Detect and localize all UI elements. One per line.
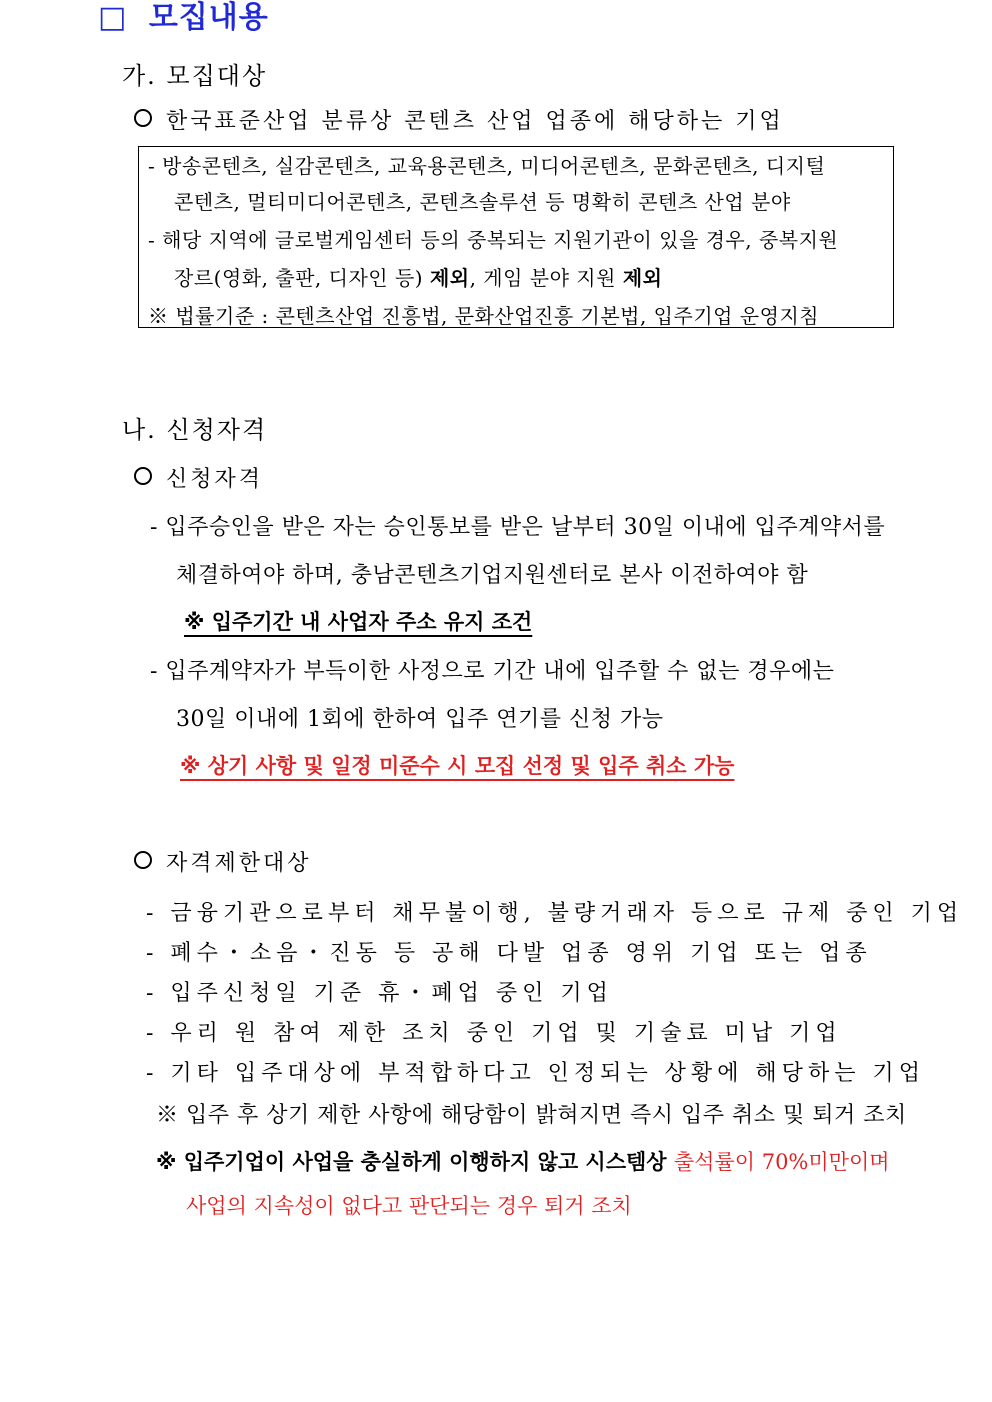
note-immediate-cancel: ※ 입주 후 상기 제한 사항에 해당함이 밝혀지면 즉시 입주 취소 및 퇴거 조치 [156,1103,907,1128]
restriction-item-2: - 폐수・소음・진동 등 공해 다발 업종 영위 기업 또는 업종 [146,941,872,966]
paragraph-2-line-1: - 입주계약자가 부득이한 사정으로 기간 내에 입주할 수 없는 경우에는 [150,659,835,684]
note-attendance [156,1146,890,1176]
circle-bullet-icon [134,109,152,127]
note-address-condition: ※ 입주기간 내 사업자 주소 유지 조건 [184,610,533,634]
restriction-item-1: - 금융기관으로부터 채무불이행, 불량거래자 등으로 규제 중인 기업 [146,901,964,926]
circle-bullet-icon [134,851,152,869]
bullet-text: 신청자격 [166,467,264,492]
section-title-text: 모집내용 [148,0,269,35]
box-line-3: - 해당 지역에 글로벌게임센터 등의 중복되는 지원기관이 있을 경우, 중복지원 [148,228,839,252]
note-attendance-continued: 사업의 지속성이 없다고 판단되는 경우 퇴거 조치 [186,1194,632,1218]
box-line-1: - 방송콘텐츠, 실감콘텐츠, 교육용콘텐츠, 미디어콘텐츠, 문화콘텐츠, 디지털 [148,154,826,178]
bullet-text: 자격제한대상 [166,851,312,876]
paragraph-2-line-2: 30일 이내에 1회에 한하여 입주 연기를 신청 가능 [176,707,664,732]
exclude-emphasis-2: 제외 [622,266,663,290]
restriction-item-3: - 입주신청일 기준 휴・폐업 중인 기업 [146,981,613,1006]
restriction-item-5: - 기타 입주대상에 부적합하다고 인정되는 상황에 해당하는 기업 [146,1061,925,1086]
paragraph-1-line-1: - 입주승인을 받은 자는 승인통보를 받은 날부터 30일 이내에 입주계약서를 [150,515,886,540]
circle-bullet-icon [134,467,152,485]
box-line-4-a: 장르(영화, 출판, 디자인 등) [174,266,430,290]
bullet-recruit-target [134,104,784,135]
box-line-4 [174,262,662,291]
bullet-restrictions [134,846,312,877]
paragraph-1-line-2: 체결하여야 하며, 충남콘텐츠기업지원센터로 본사 이전하여야 함 [176,563,809,588]
bullet-text: 한국표준산업 분류상 콘텐츠 산업 업종에 해당하는 기업 [166,109,784,134]
section-title [98,0,269,36]
exclude-emphasis-1: 제외 [429,266,470,290]
note-cancellation-warning: ※ 상기 사항 및 일정 미준수 시 모집 선정 및 입주 취소 가능 [180,754,735,778]
box-line-4-c: , 게임 분야 지원 [469,266,623,290]
heading-recruit-target: 가. 모집대상 [122,62,268,90]
box-line-2: 콘텐츠, 멀티미디어콘텐츠, 콘텐츠솔루션 등 명확히 콘텐츠 산업 분야 [174,190,791,214]
heading-eligibility: 나. 신청자격 [122,416,268,444]
restriction-item-4: - 우리 원 참여 제한 조치 중인 기업 및 기술료 미납 기업 [146,1021,842,1046]
note-attendance-a: ※ 입주기업이 사업을 충실하게 이행하지 않고 시스템상 [156,1150,674,1174]
section-marker: □ [98,0,128,35]
bullet-eligibility [134,462,263,493]
note-attendance-rate: 출석률이 70%미만이며 [673,1150,890,1174]
box-line-5: ※ 법률기준 : 콘텐츠산업 진흥법, 문화산업진흥 기본법, 입주기업 운영지침 [148,304,820,328]
